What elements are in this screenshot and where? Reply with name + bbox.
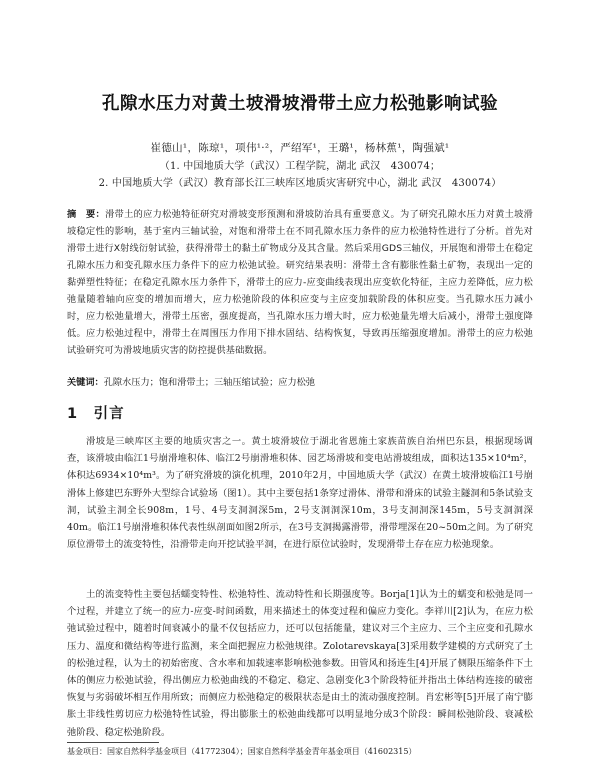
paper-title: 孔隙水压力对黄土坡滑坡滑带土应力松弛影响试验 [102,94,498,114]
affiliation-2: 2. 中国地质大学（武汉）教育部长江三峡库区地质灾害研究中心，湖北 武汉 430074） [98,178,502,189]
body-paragraph-1: 滑坡是三峡库区主要的地质灾害之一。黄土坡滑坡位于湖北省恩施土家族苗族自治州巴东县，根据现场调查，该滑坡由临江1号崩滑堆积体、临江2号崩滑堆积体、园艺场滑坡和变电站滑坡组成，面积达135×10⁴m²，体积达6934×10⁴m³。为了研究滑坡的演化机理，2010年2月，中国地质大学（武汉）在黄土坡滑坡临江1号崩滑体上修建巴东野外大型综合试验场（图1）。其中主要包括1条穿过滑体、滑带和滑床的试验主隧洞和5条试验支洞，试验主洞全长908m，1号、4号支洞洞深5m，2号支洞洞深10m，3号支洞洞深145m，5号支洞洞深40m。临江1号崩滑堆积体代表性纵剖面如图2所示，在3号支洞揭露滑带，滑带埋深在20~50m之间。为了研究原位滑带土的流变特性，沿滑带走向开挖试验平洞，在进行原位试验时，发现滑带土存在应力松弛现象。 [67,436,533,551]
author-list: 崔德山¹，陈琼¹，项伟¹·²，严绍军¹，王璐¹，杨林蕉¹，陶强斌¹ [150,142,450,154]
funding-footnote: 基金项目：国家自然科学基金项目（41772304）；国家自然科学基金青年基金项目（41602315） [67,747,417,756]
abstract [67,206,533,359]
abstract-label: 摘 要： [67,209,106,220]
footnote-divider [67,742,159,743]
abstract-text: 滑带土的应力松弛特征研究对滑坡变形预测和滑坡防治具有重要意义。为了研究孔隙水压力对黄土坡滑坡稳定性的影响，基于室内三轴试验，对饱和滑带土在不同孔隙水压力条件的应力松弛特性进行了分析。首先对滑带土进行X射线衍射试验，获得滑带土的黏土矿物成分及其含量。然后采用GDS三轴仪，开展饱和滑带土在稳定孔隙水压力和变孔隙水压力条件下的应力松弛试验。研究结果表明：滑带土含有膨胀性黏土矿物，表现出一定的黏弹塑性特征；在稳定孔隙水压力条件下，滑带土的应力-应变曲线表现出应变软化特征，主应力差降低，应力松弛量随着轴向应变的增加而增大，应力松弛阶段的体积应变与主应变加载阶段的体积应变。当孔隙水压力减小时，应力松弛量增大，滑带土压密，强度提高，当孔隙水压力增大时，应力松弛量先增大后减小，滑带土强度降低。应力松弛过程中，滑带土在周围压力作用下排水固结、结构恢复，导致再压缩强度增加。滑带土的应力松弛试验研究可为滑坡地质灾害的防控提供基础数据。 [67,209,533,356]
keywords-label: 关键词： [67,377,104,388]
keywords [67,375,533,391]
body-paragraph-2: 土的流变特性主要包括蠕变特性、松弛特性、流动特性和长期强度等。Borja[1]认为土的蠕变和松弛是同一个过程，并建立了统一的应力-应变-时间函数，用来描述土的体变过程和偏应力变化。李祥川[2]认为，在应力松弛试验过程中，随着时间衰减小的量不仅包括应力，还可以包括能量，建议对三个主应力、三个主应变和孔隙水压力、温度和微结构等进行监测，来全面把握应力松弛规律。Zolotarevskaya[3]采用数学建模的方式研究了土的松弛过程，认为土的初始密度、含水率和加载速率影响松弛参数。田管风和扬连生[4]开展了侧限压缩条件下土体的侧应力松弛试验，得出侧应力松弛曲线的不稳定、稳定、急剧变化3个阶段特征并指出土体结构连接的破密恢复与劣弱破坏相互作用所致；而侧应力松弛稳定的极限状态是由土的流动强度控制。肖宏彬等[5]开展了南宁膨胀土非线性剪切应力松弛特性试验，得出膨胀土的松弛曲线都可以明显地分成3个阶段：瞬间松弛阶段、衰减松弛阶段、稳定松弛阶段。 [67,589,533,738]
section-heading-introduction: 1 引言 [67,406,125,422]
affiliation-1: （1. 中国地质大学（武汉）工程学院，湖北 武汉 430074； [159,161,441,172]
keywords-text: 孔隙水压力；饱和滑带土；三轴压缩试验；应力松弛 [103,377,316,388]
